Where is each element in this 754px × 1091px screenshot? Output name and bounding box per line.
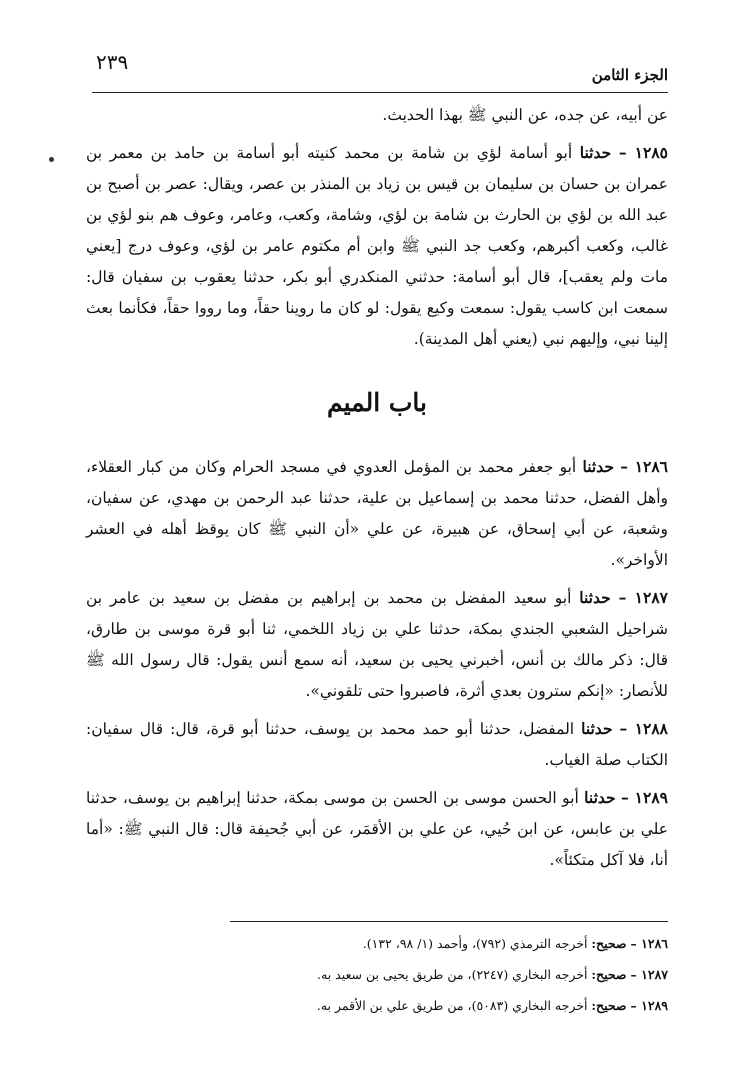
hadith-number: ١٢٨٩ –: [621, 788, 668, 807]
hadith-lead: حدثنا: [582, 457, 614, 476]
hadith-lead: حدثنا: [579, 143, 612, 162]
hadith-lead: حدثنا: [579, 588, 611, 607]
footnote-text: أخرجه الترمذي (٧٩٢)، وأحمد (١/ ٩٨، ١٣٢).: [362, 936, 588, 951]
hadith-1287: [86, 582, 668, 707]
hadith-1289: [86, 782, 668, 876]
hadith-text: أبو جعفر محمد بن المؤمل العدوي في مسجد الحرام وكان من كبار العقلاء، وأهل الفضل، حدثنا محمد بن إسماعيل بن علية، حدثنا عبد الرحمن بن مهدي، عن سفيان، وشعبة، عن أبي إسحاق، عن هبيرة، عن علي «أن النبي ﷺ كان يوقظ أهله في العشر الأواخر».: [86, 458, 668, 569]
hadith-text: أبو أسامة لؤي بن شامة بن محمد كنيته أبو أسامة بن حامد بن معمر بن عمران بن حسان بن سليمان بن قيس بن زياد بن المنذر بن عصر، ويقال: عصر بن أصبح بن عبد الله بن لؤي بن الحارث بن شامة بن لؤي، وشامة، وكعب، وعامر، وعوف هم بنو لؤي بن غالب، وكعب أكبرهم، وكعب جد النبي ﷺ وابن أم مكتوم عامر بن لؤي، وعوف درج [يعني مات ولم يعقب]، قال أبو أسامة: حدثني المنكدري أبو بكر، حدثنا يعقوب بن سفيان قال: سمعت ابن كاسب يقول: سمعت وكيع يقول: لو كان ما روينا حقاً، وما رووا حقاً، فكأنما بعث إلينا نبي، وإليهم نبي (يعني أهل المدينة).: [86, 144, 668, 348]
main-text: [86, 100, 668, 876]
hadith-1285: [86, 137, 668, 355]
hadith-lead: حدثنا: [581, 719, 613, 738]
footnote-1289: [86, 990, 668, 1021]
hadith-number: ١٢٨٨ –: [619, 719, 668, 738]
paragraph-continuation: [86, 100, 668, 131]
footnote-grade: صحيح:: [591, 998, 627, 1013]
footnote-1287: [86, 959, 668, 990]
header-rule: [92, 92, 668, 93]
hadith-text: أبو سعيد المفضل بن محمد بن إبراهيم بن مفضل بن سعيد بن عامر بن شراحيل الشعبي الجندي بمكة، حدثنا علي بن زياد اللخمي، ثنا أبو قرة موسى بن طارق، قال: ذكر مالك بن أنس، أخبرني يحيى بن سعيد، أنه سمع أنس يقول: قال رسول الله ﷺ للأنصار: «إنكم سترون بعدي أثرة، فاصبروا حتى تلقوني».: [86, 589, 668, 700]
hadith-number: ١٢٨٧ –: [618, 588, 668, 607]
hadith-text: المفضل، حدثنا أبو حمد محمد بن يوسف، حدثنا أبو قرة، قال: قال سفيان: الكتاب صلة الغياب.: [86, 720, 668, 769]
hadith-text: أبو الحسن موسى بن الحسن بن موسى بمكة، حدثنا إبراهيم بن يوسف، حدثنا علي بن عابس، عن ابن حُيي، عن علي بن الأقمَر، عن أبي جُحيفة قال: قال النبي ﷺ: «أما أنا، فلا آكل متكئاً».: [86, 789, 668, 869]
footnote-number: ١٢٨٧ –: [630, 967, 668, 982]
paragraph-text: عن أبيه، عن جده، عن النبي ﷺ بهذا الحديث.: [382, 106, 668, 124]
footnote-number: ١٢٨٩ –: [630, 998, 668, 1013]
footnote-grade: صحيح:: [591, 967, 627, 982]
hadith-number: ١٢٨٥ –: [618, 143, 668, 162]
footnote-grade: صحيح:: [591, 936, 627, 951]
footnote-text: أخرجه البخاري (٥٠٨٣)، من طريق علي بن الأقمر به.: [316, 998, 588, 1013]
page-number: ٢٣٩: [96, 50, 129, 74]
footnote-number: ١٢٨٦ –: [630, 936, 668, 951]
hadith-number: ١٢٨٦ –: [620, 457, 668, 476]
footnotes: [86, 928, 668, 1021]
section-heading: باب الميم: [326, 388, 427, 417]
footnote-1286: [86, 928, 668, 959]
margin-dot: [49, 157, 54, 162]
hadith-lead: حدثنا: [584, 788, 616, 807]
hadith-1288: [86, 713, 668, 776]
footnote-text: أخرجه البخاري (٢٢٤٧)، من طريق يحيى بن سعيد به.: [317, 967, 588, 982]
hadith-1286: [86, 451, 668, 576]
footnote-rule: [230, 921, 668, 922]
running-header-title: الجزء الثامن: [591, 66, 668, 84]
